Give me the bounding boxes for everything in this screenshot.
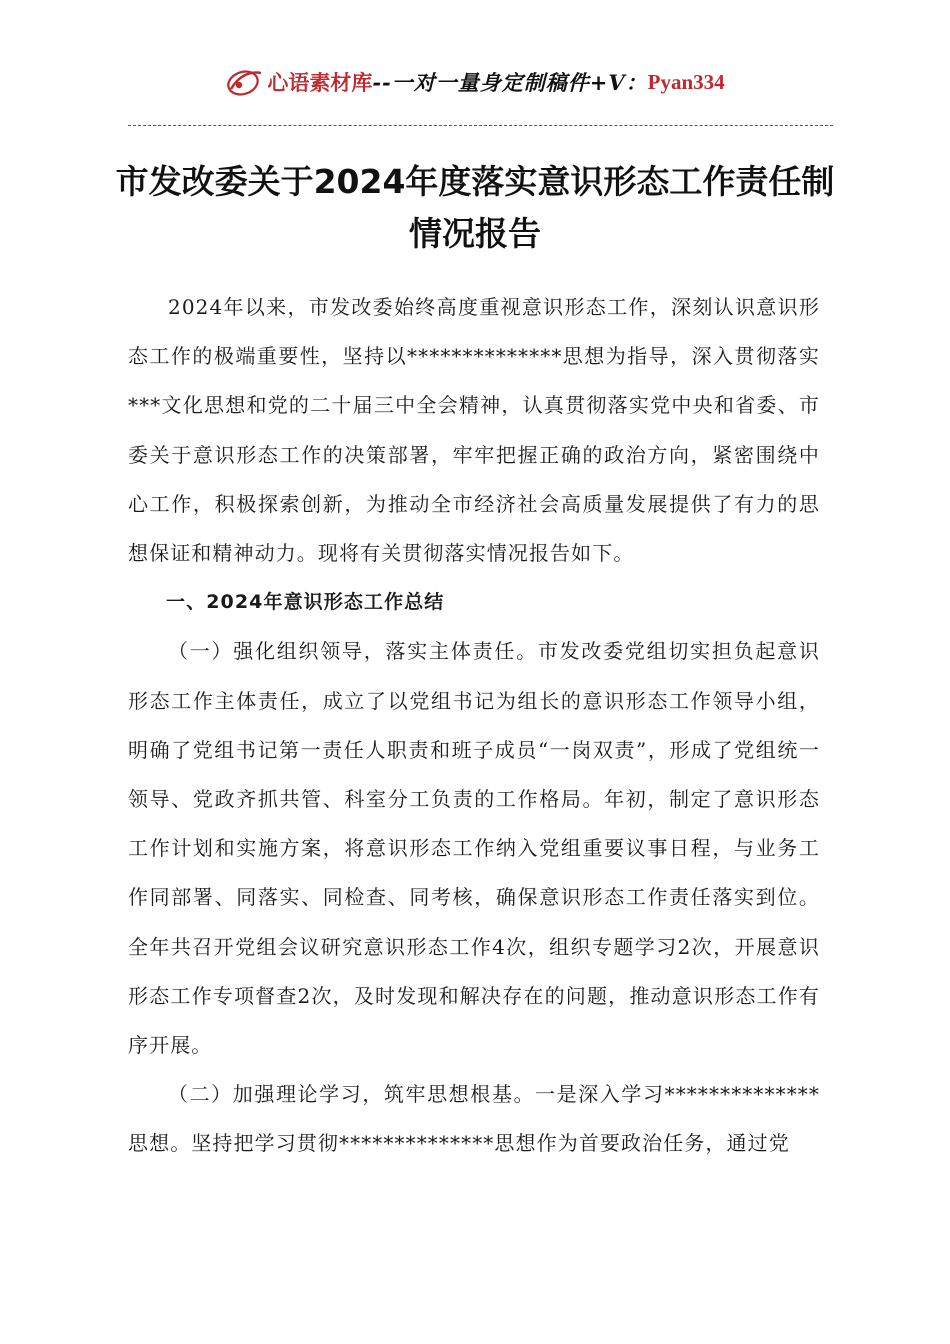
brand-logo-icon bbox=[225, 65, 265, 99]
header-divider bbox=[128, 125, 833, 126]
intro-paragraph: 2024年以来，市发改委始终高度重视意识形态工作，深刻认识意识形态工作的极端重要性，坚持以**************思想为指导，深入贯彻落实***文化思想和党的二十届三中全会精神，认真贯彻落实党中央和省委、市委关于意识形态工作的决策部署，牢牢把握正确的政治方向，紧密围绕中心工作，积极探索创新，为推动全市经济社会高质量发展提供了有力的思想保证和精神动力。现将有关贯彻落实情况报告如下。 bbox=[128, 295, 820, 566]
header-contact: Pyan334 bbox=[647, 69, 725, 94]
body-paragraph: （一）强化组织领导，落实主体责任。市发改委党组切实担负起意识形态工作主体责任，成立了以党组书记为组长的意识形态工作领导小组，明确了党组书记第一责任人职责和班子成员“一岗双责”，形成了党组统一领导、党政齐抓共管、科室分工负责的工作格局。年初，制定了意识形态工作计划和实施方案，将意识形态工作纳入党组重要议事日程，与业务工作同部署、同落实、同检查、同考核，确保意识形态工作责任落实到位。全年共召开党组会议研究意识形态工作4次，组织专题学习2次，开展意识形态工作专项督查2次，及时发现和解决存在的问题，推动意识形态工作有序开展。 bbox=[128, 639, 820, 1058]
document-title: 市发改委关于2024年度落实意识形态工作责任制情况报告 bbox=[115, 162, 835, 253]
brand-name: 心语素材库 bbox=[267, 70, 373, 95]
document-body bbox=[128, 283, 820, 1169]
section-heading: 一、2024年意识形态工作总结 bbox=[166, 591, 445, 614]
page-header bbox=[0, 62, 950, 102]
body-paragraph: （二）加强理论学习，筑牢思想根基。一是深入学习**************思想。坚持把学习贯彻**************思想作为首要政治任务，通过党 bbox=[128, 1082, 820, 1156]
header-slogan: --一对一量身定制稿件+V： bbox=[372, 70, 648, 95]
